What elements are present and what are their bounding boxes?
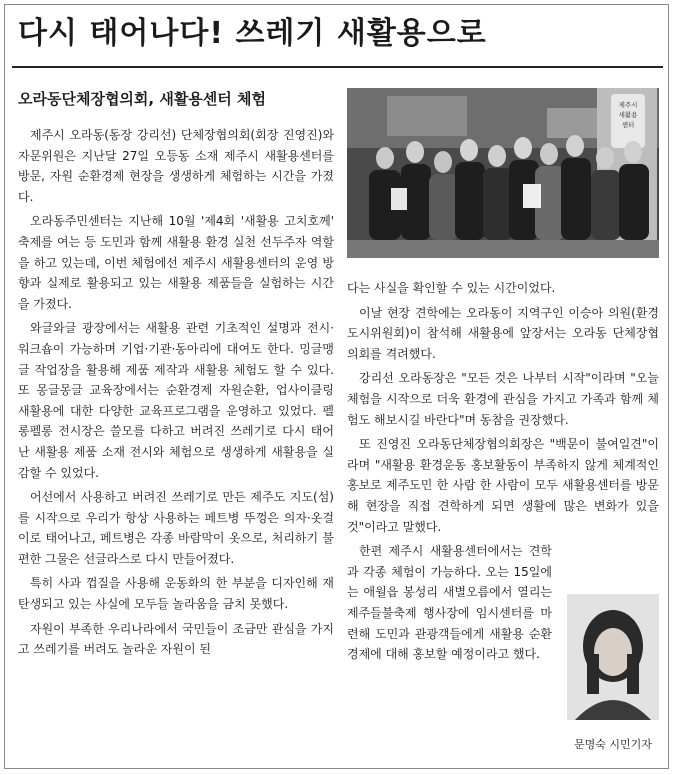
paragraph: 다는 사실을 확인할 수 있는 시간이었다. [347, 281, 556, 295]
reporter-portrait-image [567, 594, 659, 720]
paragraph: 와글와글 광장에서는 새활용 관련 기초적인 설명과 전시·워크숍이 가능하며 기업·기관·동아리에 대여도 한다. 밍글맹글 작업장을 활용해 제품 제작과 새활용 체험도 할 수 있다. 또 몽글몽글 교육장에서는 순환경제 자원순환, 업사이클링 새활용에 대한 다양한 교육프로그램을 운영하고 있었다. 펠롱펠롱 전시장은 쓸모를 다하고 버려진 쓰레기로 다시 태어난 새활용 제품 소재 전시와 체험으로 생생하게 새활용을 실감할 수 있었다. [18, 321, 334, 480]
paragraph: 특히 사과 껍질을 사용해 운동화의 한 부분을 디자인해 재탄생되고 있는 사실에 모두들 놀라움을 금치 못했다. [18, 576, 334, 612]
svg-text:센터: 센터 [621, 121, 635, 129]
headline-divider [12, 66, 663, 68]
paragraph: 이날 현장 견학에는 오라동이 지역구인 이승아 의원(환경도시위원회)이 참석해 새활용에 앞장서는 오라동 단체장협의회를 격려했다. [347, 305, 659, 361]
group-photo [347, 88, 659, 258]
svg-text:제주시: 제주시 [618, 101, 638, 109]
reporter-caption: 문명숙 시민기자 [574, 738, 652, 751]
group-photo-image [347, 88, 659, 258]
svg-text:새활용: 새활용 [618, 111, 638, 119]
paragraph: 강리선 오라동장은 "모든 것은 나부터 시작"이라며 "오늘 체험을 시작으로 더욱 환경에 관심을 가지고 가족과 함께 체험도 해보시길 바란다"며 동참을 권장했다. [347, 371, 659, 427]
paragraph: 제주시 오라동(동장 강리선) 단체장협의회(회장 진영진)와 자문위원은 지난달 27일 오등동 소재 제주시 새활용센터를 방문, 자원 순환경제 현장을 생생하게 체험하는 시간을 가졌다. [18, 128, 334, 204]
paragraph: 자원이 부족한 우리나라에서 국민들이 조금만 관심을 가지고 쓰레기를 버려도 놀라운 자원이 된 [18, 621, 334, 657]
headline: 다시 태어나다! 쓰레기 새활용으로 [18, 16, 487, 51]
paragraph: 한편 제주시 새활용센터에서는 견학과 각종 체험이 가능하다. 오는 15일에는 애월읍 봉성리 새별오름에서 열리는 제주들불축제 행사장에 임시센터를 마련해 도민과 관광객들에게 새활용 순환경제에 대해 홍보할 예정이라고 했다. [347, 544, 552, 662]
paragraph: 또 진영진 오라동단체장협의회장은 "백문이 불여일견"이라며 "새활용 환경운동 홍보활동이 부족하지 않게 체계적인 홍보로 제주도민 한 사람 한 사람이 모두 새활용센터를 방문해 현장을 직접 견학하게 되면 생활에 많은 변화가 있을 것"이라고 말했다. [347, 437, 659, 534]
left-column [18, 125, 334, 664]
subtitle: 오라동단체장협의회, 새활용센터 체험 [18, 90, 266, 108]
reporter-photo [567, 594, 659, 720]
paragraph: 오라동주민센터는 지난해 10월 '제4회 '새활용 고치호께' 축제를 여는 등 도민과 함께 새활용 환경 실천 선두주자 역할을 하고 있는데, 이번 체험에선 제주시 새활용센터의 운영 방향과 실제로 활용되고 있는 새활용 제품들을 실험하는 시간을 가졌다. [18, 214, 334, 311]
paragraph: 어선에서 사용하고 버려진 쓰레기로 만든 제주도 지도(섬)를 시작으로 우리가 항상 사용하는 페트병 뚜껑은 의자·옷걸이로 태어나고, 페트병은 각종 바람막이 옷으로, 처리하기 불편한 그물은 선글라스로 다시 만들어졌다. [18, 490, 334, 566]
